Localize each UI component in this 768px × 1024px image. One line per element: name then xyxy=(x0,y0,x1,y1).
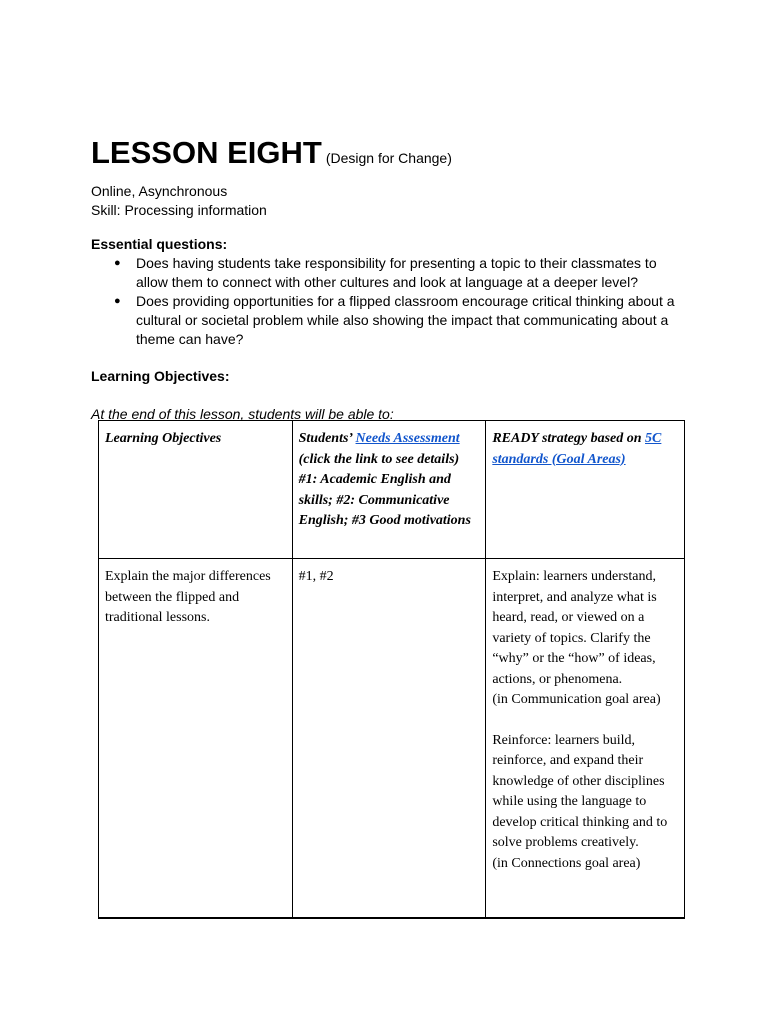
header-learning-objectives: Learning Objectives xyxy=(99,421,293,559)
strategy-reinforce-area: (in Connections goal area) xyxy=(492,855,641,871)
page-title xyxy=(91,133,691,179)
strategy-prefix: READY strategy based on xyxy=(492,431,646,446)
needs-details: (click the link to see details) #1: Academic English and skills; #2: Communicative English; #3 Good motivations xyxy=(298,451,471,528)
header-needs-assessment xyxy=(292,421,486,559)
list-item xyxy=(91,292,691,349)
bullet-icon: ● xyxy=(114,295,121,307)
lesson-subtitle: (Design for Change) xyxy=(325,150,452,166)
objective-cell: Explain the major differences between the flipped and traditional lessons. xyxy=(99,559,293,919)
lesson-mode: Online, Asynchronous xyxy=(91,183,228,199)
essential-questions-heading: Essential questions: xyxy=(91,236,228,252)
learning-objectives-heading: Learning Objectives: xyxy=(91,368,230,384)
strategy-explain: Explain: learners understand, interpret, and analyze what is heard, read, or viewed on a variety of topics. Clarify the “why” or the “how” of ideas, actions, or phenomena. xyxy=(492,569,657,687)
learning-objectives-intro: At the end of this lesson, students will be able to: xyxy=(91,406,394,422)
list-item xyxy=(91,254,691,292)
needs-prefix: Students’ xyxy=(298,431,356,446)
strategy-reinforce: Reinforce: learners build, reinforce, and expand their knowledge of other disciplines while using the language to develop critical thinking and to solve problems creatively. xyxy=(492,732,668,850)
needs-cell: #1, #2 xyxy=(292,559,486,919)
needs-assessment-link[interactable]: Needs Assessment xyxy=(355,431,460,446)
standards-link[interactable]: 5C standards (Goal Areas) xyxy=(492,431,662,467)
lesson-document xyxy=(91,133,691,424)
table-row xyxy=(99,559,685,919)
lesson-skill: Skill: Processing information xyxy=(91,202,267,218)
strategy-explain-area: (in Communication goal area) xyxy=(492,692,661,707)
bullet-icon: ● xyxy=(114,257,121,269)
strategy-cell xyxy=(486,559,685,919)
question-text: Does providing opportunities for a flipped classroom encourage critical thinking about a cultural or societal problem while also showing the impact that communicating about a theme can have? xyxy=(136,293,675,347)
objectives-table xyxy=(98,420,685,919)
lesson-meta xyxy=(91,182,691,220)
question-text: Does having students take responsibility for presenting a topic to their classmates to allow them to connect with other cultures and look at language at a deeper level? xyxy=(136,255,657,290)
table-header-row xyxy=(99,421,685,559)
lesson-title: LESSON EIGHT xyxy=(91,135,322,170)
essential-questions-list xyxy=(91,254,691,349)
header-ready-strategy xyxy=(486,421,685,559)
